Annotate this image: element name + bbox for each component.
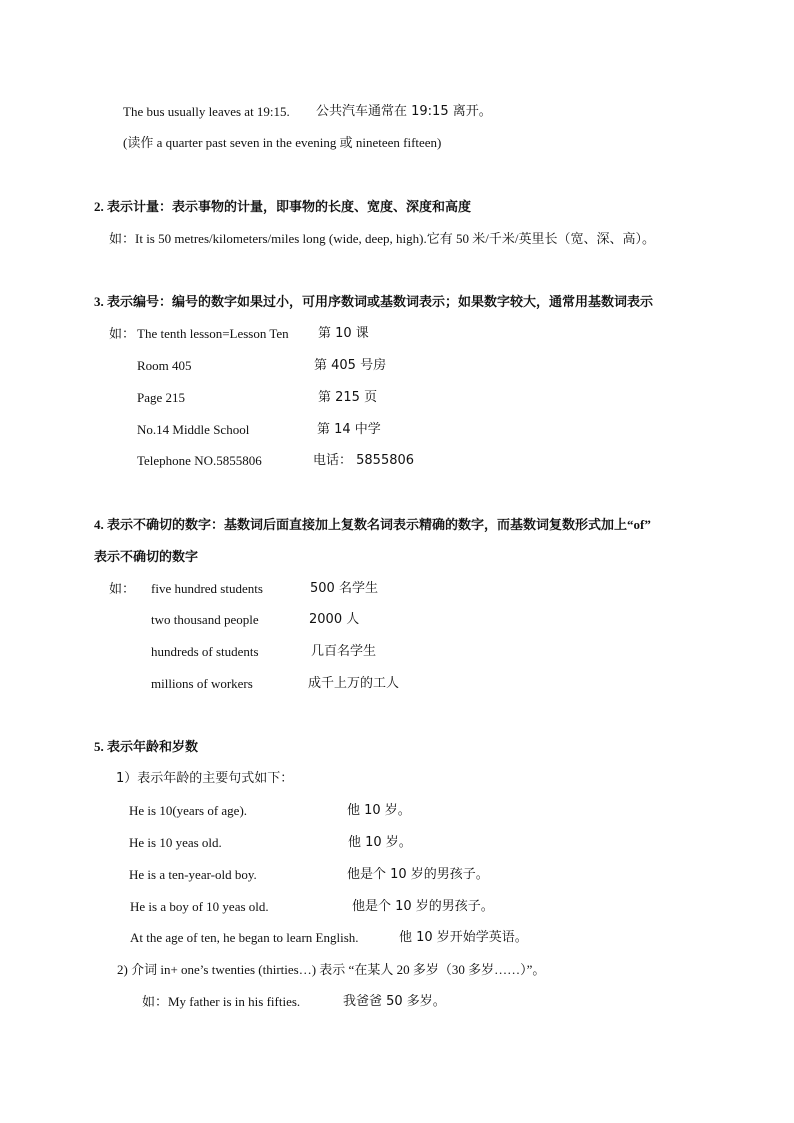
intro-sentence-zh: 公共汽车通常在 19:15 离开。 [316,104,492,119]
section-4-row-2-zh: 2000 人 [309,612,360,627]
section-3-row-3-zh: 第 215 页 [318,390,378,405]
section-4-row-3-en: hundreds of students [151,644,259,659]
section-5-row-1-en: He is 10(years of age). [129,803,248,818]
section-5-row-4-zh: 他是个 10 岁的男孩子。 [352,899,494,914]
section-5-row-4-en: He is a boy of 10 yeas old. [130,899,269,914]
section-4-row-4-zh: 成千上万的工人 [308,676,400,691]
section-4-row-4-en: millions of workers [151,676,253,691]
section-3-prefix: 如： [109,326,136,341]
intro-sentence-en: The bus usually leaves at 19:15. [123,104,290,119]
section-4-row-3-zh: 几百名学生 [311,644,377,659]
section-4-heading-line-2: 表示不确切的数字 [94,549,199,564]
section-5-heading: 5. 表示年龄和岁数 [94,739,199,754]
section-5-example-en: 如：My father is in his fifties. [142,994,301,1009]
section-5-subheading-1: 1）表示年龄的主要句式如下： [116,771,294,786]
section-3-row-5-zh: 电话： 5855806 [313,453,415,468]
section-3-row-1-zh: 第 10 课 [318,326,369,341]
section-5-row-2-zh: 他 10 岁。 [348,835,412,850]
section-5-row-3-zh: 他是个 10 岁的男孩子。 [347,867,489,882]
section-3-row-2-en: Room 405 [137,358,192,373]
section-5-subheading-2: 2) 介词 in+ one’s twenties (thirties…) 表示 “在某人 20 多岁（30 多岁……）”。 [117,962,546,977]
section-3-row-1-en: The tenth lesson=Lesson Ten [137,326,289,341]
section-5-row-5-zh: 他 10 岁开始学英语。 [399,930,528,945]
section-2-example: 如：It is 50 metres/kilometers/miles long (wide, deep, high).它有 50 米/千米/英里长（宽、深、高）。 [109,231,655,246]
section-4-row-1-en: five hundred students [151,581,263,596]
section-5-example-zh: 我爸爸 50 多岁。 [343,994,446,1009]
section-2-heading: 2. 表示计量：表示事物的计量，即事物的长度、宽度、深度和高度 [94,199,472,214]
section-4-row-1-zh: 500 名学生 [310,581,378,596]
section-5-row-1-zh: 他 10 岁。 [347,803,411,818]
section-4-prefix: 如： [109,581,136,596]
section-3-row-4-en: No.14 Middle School [137,422,250,437]
intro-reading-note: (读作 a quarter past seven in the evening 或 nineteen fifteen) [123,135,442,150]
section-3-heading: 3. 表示编号：编号的数字如果过小，可用序数词或基数词表示；如果数字较大，通常用基数词表示 [94,294,654,309]
section-3-row-3-en: Page 215 [137,390,186,405]
section-5-row-2-en: He is 10 yeas old. [129,835,222,850]
section-5-row-5-en: At the age of ten, he began to learn English. [130,930,359,945]
section-5-row-3-en: He is a ten-year-old boy. [129,867,257,882]
section-3-row-5-en: Telephone NO.5855806 [137,453,262,468]
section-3-row-4-zh: 第 14 中学 [317,422,381,437]
section-4-row-2-en: two thousand people [151,612,259,627]
section-4-heading-line-1: 4. 表示不确切的数字：基数词后面直接加上复数名词表示精确的数字，而基数词复数形式加上“of” [94,517,651,532]
section-3-row-2-zh: 第 405 号房 [314,358,387,373]
